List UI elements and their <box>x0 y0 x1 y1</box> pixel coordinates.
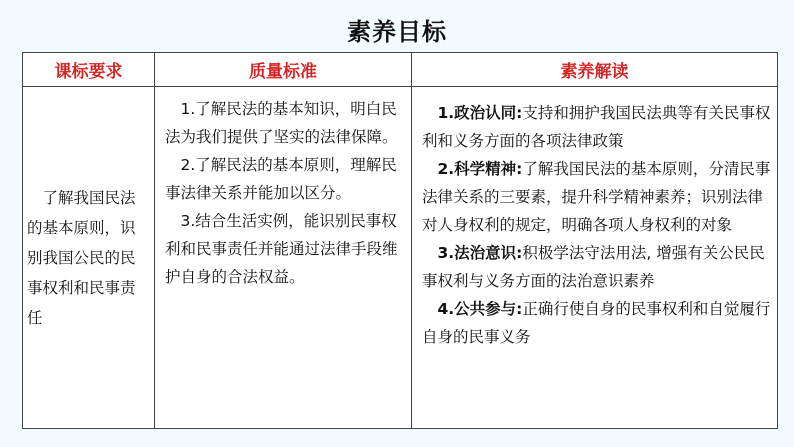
literacy-cell <box>412 87 777 428</box>
header-literacy-interpretation: 素养解读 <box>560 62 629 82</box>
literacy-label: 3.法治意识: <box>437 244 523 262</box>
literacy-text: 支持和拥护我国民法典等有关民事权利和义务方面的各项法律政策 <box>422 104 771 150</box>
standards-cell <box>155 87 412 428</box>
literacy-label: 1.政治认同: <box>437 104 523 122</box>
literacy-text: 积极学法守法用法, 增强有关公民民事权利与义务方面的法治意识素养 <box>422 244 765 290</box>
standard-item: 2.了解民法的基本原则，理解民事法律关系并能加以区分。 <box>165 156 397 202</box>
standard-item: 3.结合生活实例，能识别民事权利和民事责任并能通过法律手段维护自身的合法权益。 <box>165 212 398 286</box>
requirement-cell <box>23 87 155 428</box>
literacy-item <box>422 155 771 239</box>
table-body-row <box>23 87 777 428</box>
table-header-row <box>23 53 777 87</box>
header-quality-standard: 质量标准 <box>155 53 412 86</box>
literacy-label: 2.科学精神: <box>437 160 523 178</box>
header-curriculum-requirement: 课标要求 <box>23 53 155 86</box>
requirement-text: 了解我国民法的基本原则，识别我国公民的民事权利和民事责任 <box>27 188 136 327</box>
literacy-text: 了解我国民法的基本原则，分清民事法律关系的三要素，提升科学精神素养；识别法律对人身权利的规定，明确各项人身权利的对象 <box>422 160 771 234</box>
literacy-label: 4.公共参与: <box>437 300 523 318</box>
literacy-item <box>422 295 771 351</box>
literacy-item <box>422 99 771 155</box>
literacy-text: 正确行使自身的民事权利和自觉履行自身的民事义务 <box>422 300 771 346</box>
literacy-item <box>422 239 771 295</box>
objectives-table <box>22 52 778 429</box>
page-title: 素养目标 <box>347 18 447 46</box>
standard-item: 1.了解民法的基本知识，明白民法为我们提供了坚实的法律保障。 <box>165 100 398 146</box>
